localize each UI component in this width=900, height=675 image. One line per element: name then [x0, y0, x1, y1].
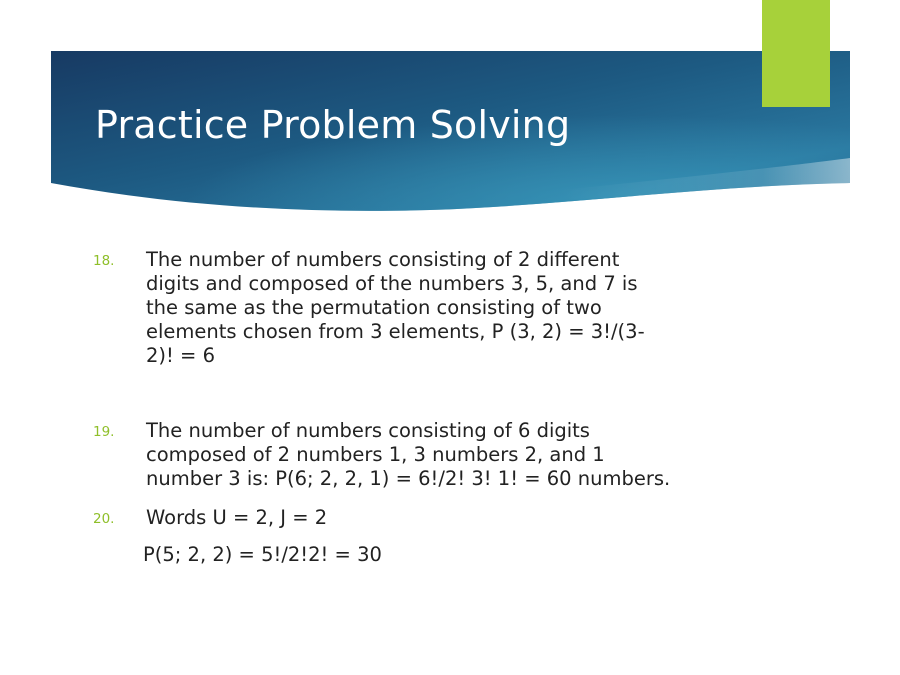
item-text: [146, 248, 706, 368]
item-line: The number of numbers consisting of 6 digits: [146, 419, 590, 442]
item-number: 18.: [93, 253, 115, 269]
calculation-line: P(5; 2, 2) = 5!/2!2! = 30: [143, 543, 382, 566]
item-line: composed of 2 numbers 1, 3 numbers 2, and 1: [146, 443, 605, 466]
item-line: the same as the permutation consisting of two: [146, 296, 602, 319]
item-line: number 3 is: P(6; 2, 2, 1) = 6!/2! 3! 1! = 60 numbers.: [146, 467, 671, 490]
accent-tab: [762, 0, 830, 107]
item-number: 19.: [93, 424, 115, 440]
item-line: The number of numbers consisting of 2 different: [146, 248, 620, 271]
item-text: [146, 506, 706, 530]
item-line: 2)! = 6: [146, 344, 215, 367]
item-line: elements chosen from 3 elements, P (3, 2) = 3!/(3-: [146, 320, 645, 343]
item-text: [146, 419, 706, 491]
item-number: 20.: [93, 511, 115, 527]
slide-title: Practice Problem Solving: [95, 103, 571, 147]
item-line: digits and composed of the numbers 3, 5, and 7 is: [146, 272, 638, 295]
item-line: Words U = 2, J = 2: [146, 506, 328, 529]
